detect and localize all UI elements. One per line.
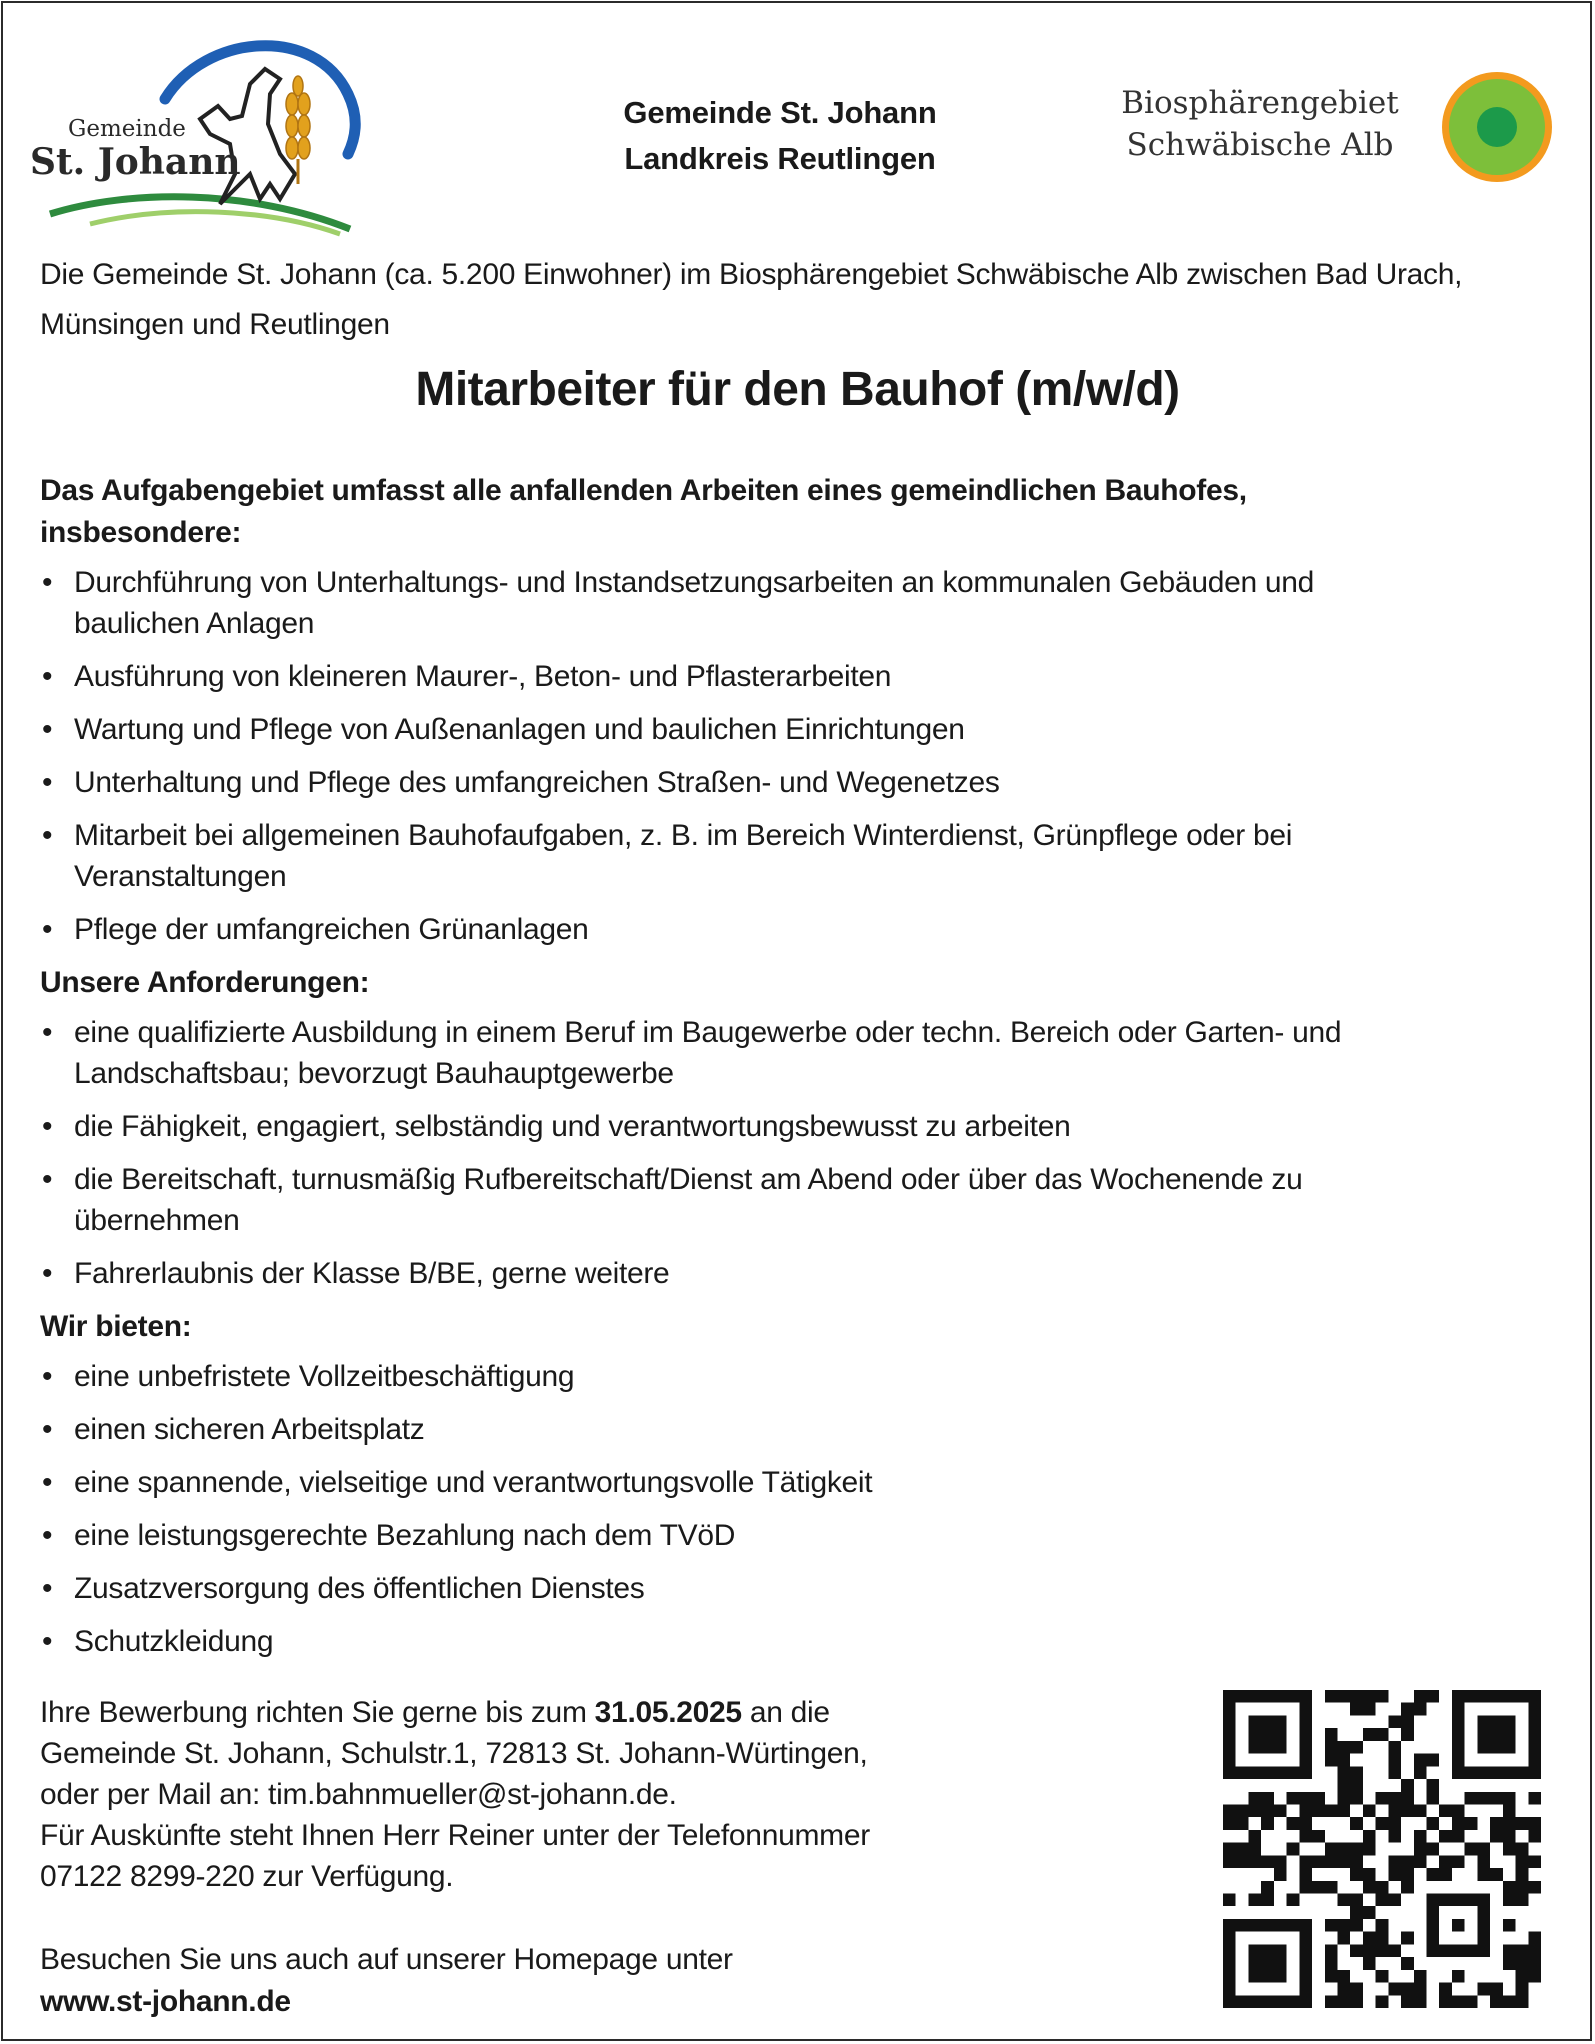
apply-email[interactable]: oder per Mail an: tim.bahnmueller@st-johann.de. <box>40 1778 677 1811</box>
bullet-icon: • <box>42 1360 53 1393</box>
biosphere-logo-text <box>1110 82 1410 166</box>
bullet-icon: • <box>42 1163 53 1196</box>
application-info <box>40 1692 1140 1897</box>
list-item: • Schutzkleidung <box>40 1621 1440 1662</box>
list-item: • Fahrerlaubnis der Klasse B/BE, gerne weitere <box>40 1253 1440 1294</box>
list-item: • eine unbefristete Vollzeitbeschäftigung <box>40 1356 1440 1397</box>
list-item: • eine leistungsgerechte Bezahlung nach dem TVöD <box>40 1515 1440 1556</box>
offers-list <box>40 1356 1440 1662</box>
bullet-icon: • <box>42 1257 53 1290</box>
main-content <box>40 470 1440 1674</box>
organization-header <box>560 90 1000 182</box>
apply-contact: Für Auskünfte steht Ihnen Herr Reiner unter der Telefonnummer <box>40 1819 870 1852</box>
bio-line-2: Schwäbische Alb <box>1126 127 1394 163</box>
bullet-icon: • <box>42 1016 53 1049</box>
bullet-icon: • <box>42 660 53 693</box>
list-item: • Durchführung von Unterhaltungs- und Instandsetzungsarbeiten an kommunalen Gebäuden und baulichen Anlagen <box>40 562 1440 644</box>
list-item: • die Bereitschaft, turnusmäßig Rufbereitschaft/Dienst am Abend oder über das Wochenende zu übernehmen <box>40 1159 1440 1241</box>
bullet-icon: • <box>42 1519 53 1552</box>
list-item: • eine spannende, vielseitige und verantwortungsvolle Tätigkeit <box>40 1462 1440 1503</box>
list-item: • Unterhaltung und Pflege des umfangreichen Straßen- und Wegenetzes <box>40 762 1440 803</box>
offers-heading: Wir bieten: <box>40 1310 192 1343</box>
org-district: Landkreis Reutlingen <box>624 141 936 176</box>
bullet-icon: • <box>42 1413 53 1446</box>
biosphere-circle-icon <box>1438 68 1556 186</box>
org-name: Gemeinde St. Johann <box>623 95 937 130</box>
tasks-list <box>40 562 1440 950</box>
homepage-text: Besuchen Sie uns auch auf unserer Homepage unter <box>40 1943 733 1976</box>
bullet-icon: • <box>42 566 53 599</box>
bullet-icon: • <box>42 1466 53 1499</box>
apply-address: Gemeinde St. Johann, Schulstr.1, 72813 St. Johann-Würtingen, <box>40 1737 868 1770</box>
gemeinde-st-johann-logo <box>30 24 365 239</box>
qr-code-icon[interactable] <box>1223 1690 1541 2008</box>
bullet-icon: • <box>42 1110 53 1143</box>
logo-text-st-johann: St. Johann <box>30 141 241 183</box>
list-item: • Ausführung von kleineren Maurer-, Beton- und Pflasterarbeiten <box>40 656 1440 697</box>
bullet-icon: • <box>42 713 53 746</box>
list-item: • einen sicheren Arbeitsplatz <box>40 1409 1440 1450</box>
apply-phone: 07122 8299-220 zur Verfügung. <box>40 1860 454 1893</box>
bullet-icon: • <box>42 819 53 852</box>
list-item: • Zusatzversorgung des öffentlichen Dienstes <box>40 1568 1440 1609</box>
list-item: • Pflege der umfangreichen Grünanlagen <box>40 909 1440 950</box>
bio-line-1: Biosphärengebiet <box>1121 85 1399 121</box>
homepage-link[interactable]: www.st-johann.de <box>40 1985 291 2018</box>
intro-text: Die Gemeinde St. Johann (ca. 5.200 Einwohner) im Biosphärengebiet Schwäbische Alb zwischen Bad Urach, Münsingen und Reutlingen <box>40 258 1463 341</box>
list-item: • eine qualifizierte Ausbildung in einem Beruf im Baugewerbe oder techn. Bereich oder Garten- und Landschaftsbau; bevorzugt Bauhauptgewerbe <box>40 1012 1440 1094</box>
application-deadline: 31.05.2025 <box>594 1696 742 1729</box>
logo-text-gemeinde: Gemeinde <box>68 116 186 142</box>
job-title: Mitarbeiter für den Bauhof (m/w/d) <box>415 363 1180 416</box>
bullet-icon: • <box>42 1572 53 1605</box>
bullet-icon: • <box>42 766 53 799</box>
list-item: • Wartung und Pflege von Außenanlagen und baulichen Einrichtungen <box>40 709 1440 750</box>
tasks-heading: Das Aufgabengebiet umfasst alle anfallenden Arbeiten eines gemeindlichen Bauhofes, insbesondere: <box>40 474 1247 549</box>
list-item: • die Fähigkeit, engagiert, selbständig und verantwortungsbewusst zu arbeiten <box>40 1106 1440 1147</box>
apply-line-1: Ihre Bewerbung richten Sie gerne bis zum 31.05.2025 an die <box>40 1696 830 1729</box>
bullet-icon: • <box>42 1625 53 1658</box>
homepage-info <box>40 1939 1140 2023</box>
bullet-icon: • <box>42 913 53 946</box>
requirements-heading: Unsere Anforderungen: <box>40 966 370 999</box>
list-item: • Mitarbeit bei allgemeinen Bauhofaufgaben, z. B. im Bereich Winterdienst, Grünpflege oder bei Veranstaltungen <box>40 815 1440 897</box>
requirements-list <box>40 1012 1440 1294</box>
